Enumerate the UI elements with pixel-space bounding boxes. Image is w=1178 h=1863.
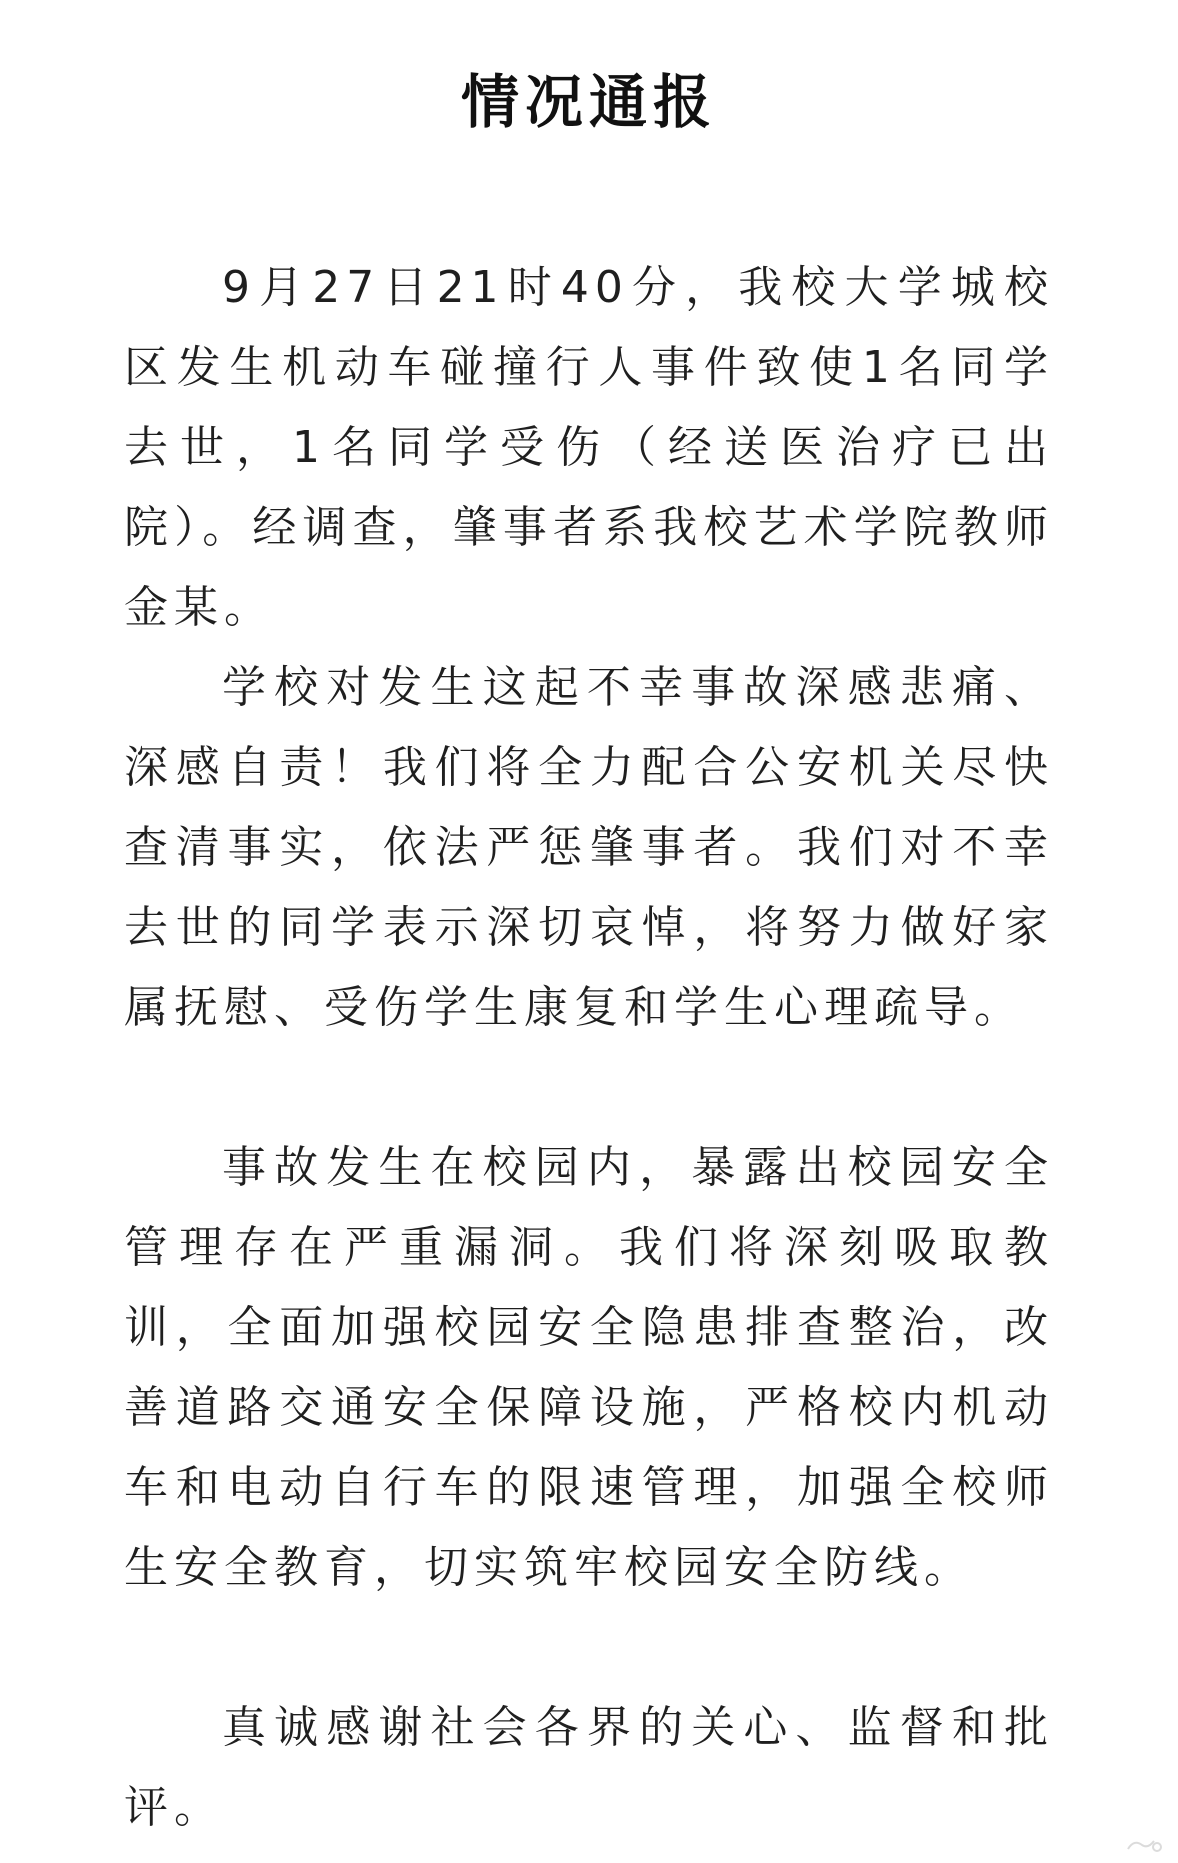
notice-title: 情况通报: [460, 68, 717, 136]
watermark-icon: [1124, 1835, 1164, 1857]
paragraph-thanks: 真诚感谢社会各界的关心、监督和批评。: [124, 1702, 1054, 1833]
paragraph-incident: 9月27日21时40分，我校大学城校区发生机动车碰撞行人事件致使1名同学去世，1名同学受伤（经送医治疗已出院）。经调查，肇事者系我校艺术学院教师金某。: [124, 262, 1054, 633]
paragraph-condolence: 学校对发生这起不幸事故深感悲痛、深感自责！我们将全力配合公安机关尽快查清事实，依法严惩肇事者。我们对不幸去世的同学表示深切哀悼，将努力做好家属抚慰、受伤学生康复和学生心理疏导。: [124, 662, 1054, 1033]
paragraph-safety-measures: 事故发生在校园内，暴露出校园安全管理存在严重漏洞。我们将深刻吸取教训，全面加强校园安全隐患排查整治，改善道路交通安全保障设施，严格校内机动车和电动自行车的限速管理，加强全校师生安全教育，切实筑牢校园安全防线。: [124, 1142, 1054, 1593]
